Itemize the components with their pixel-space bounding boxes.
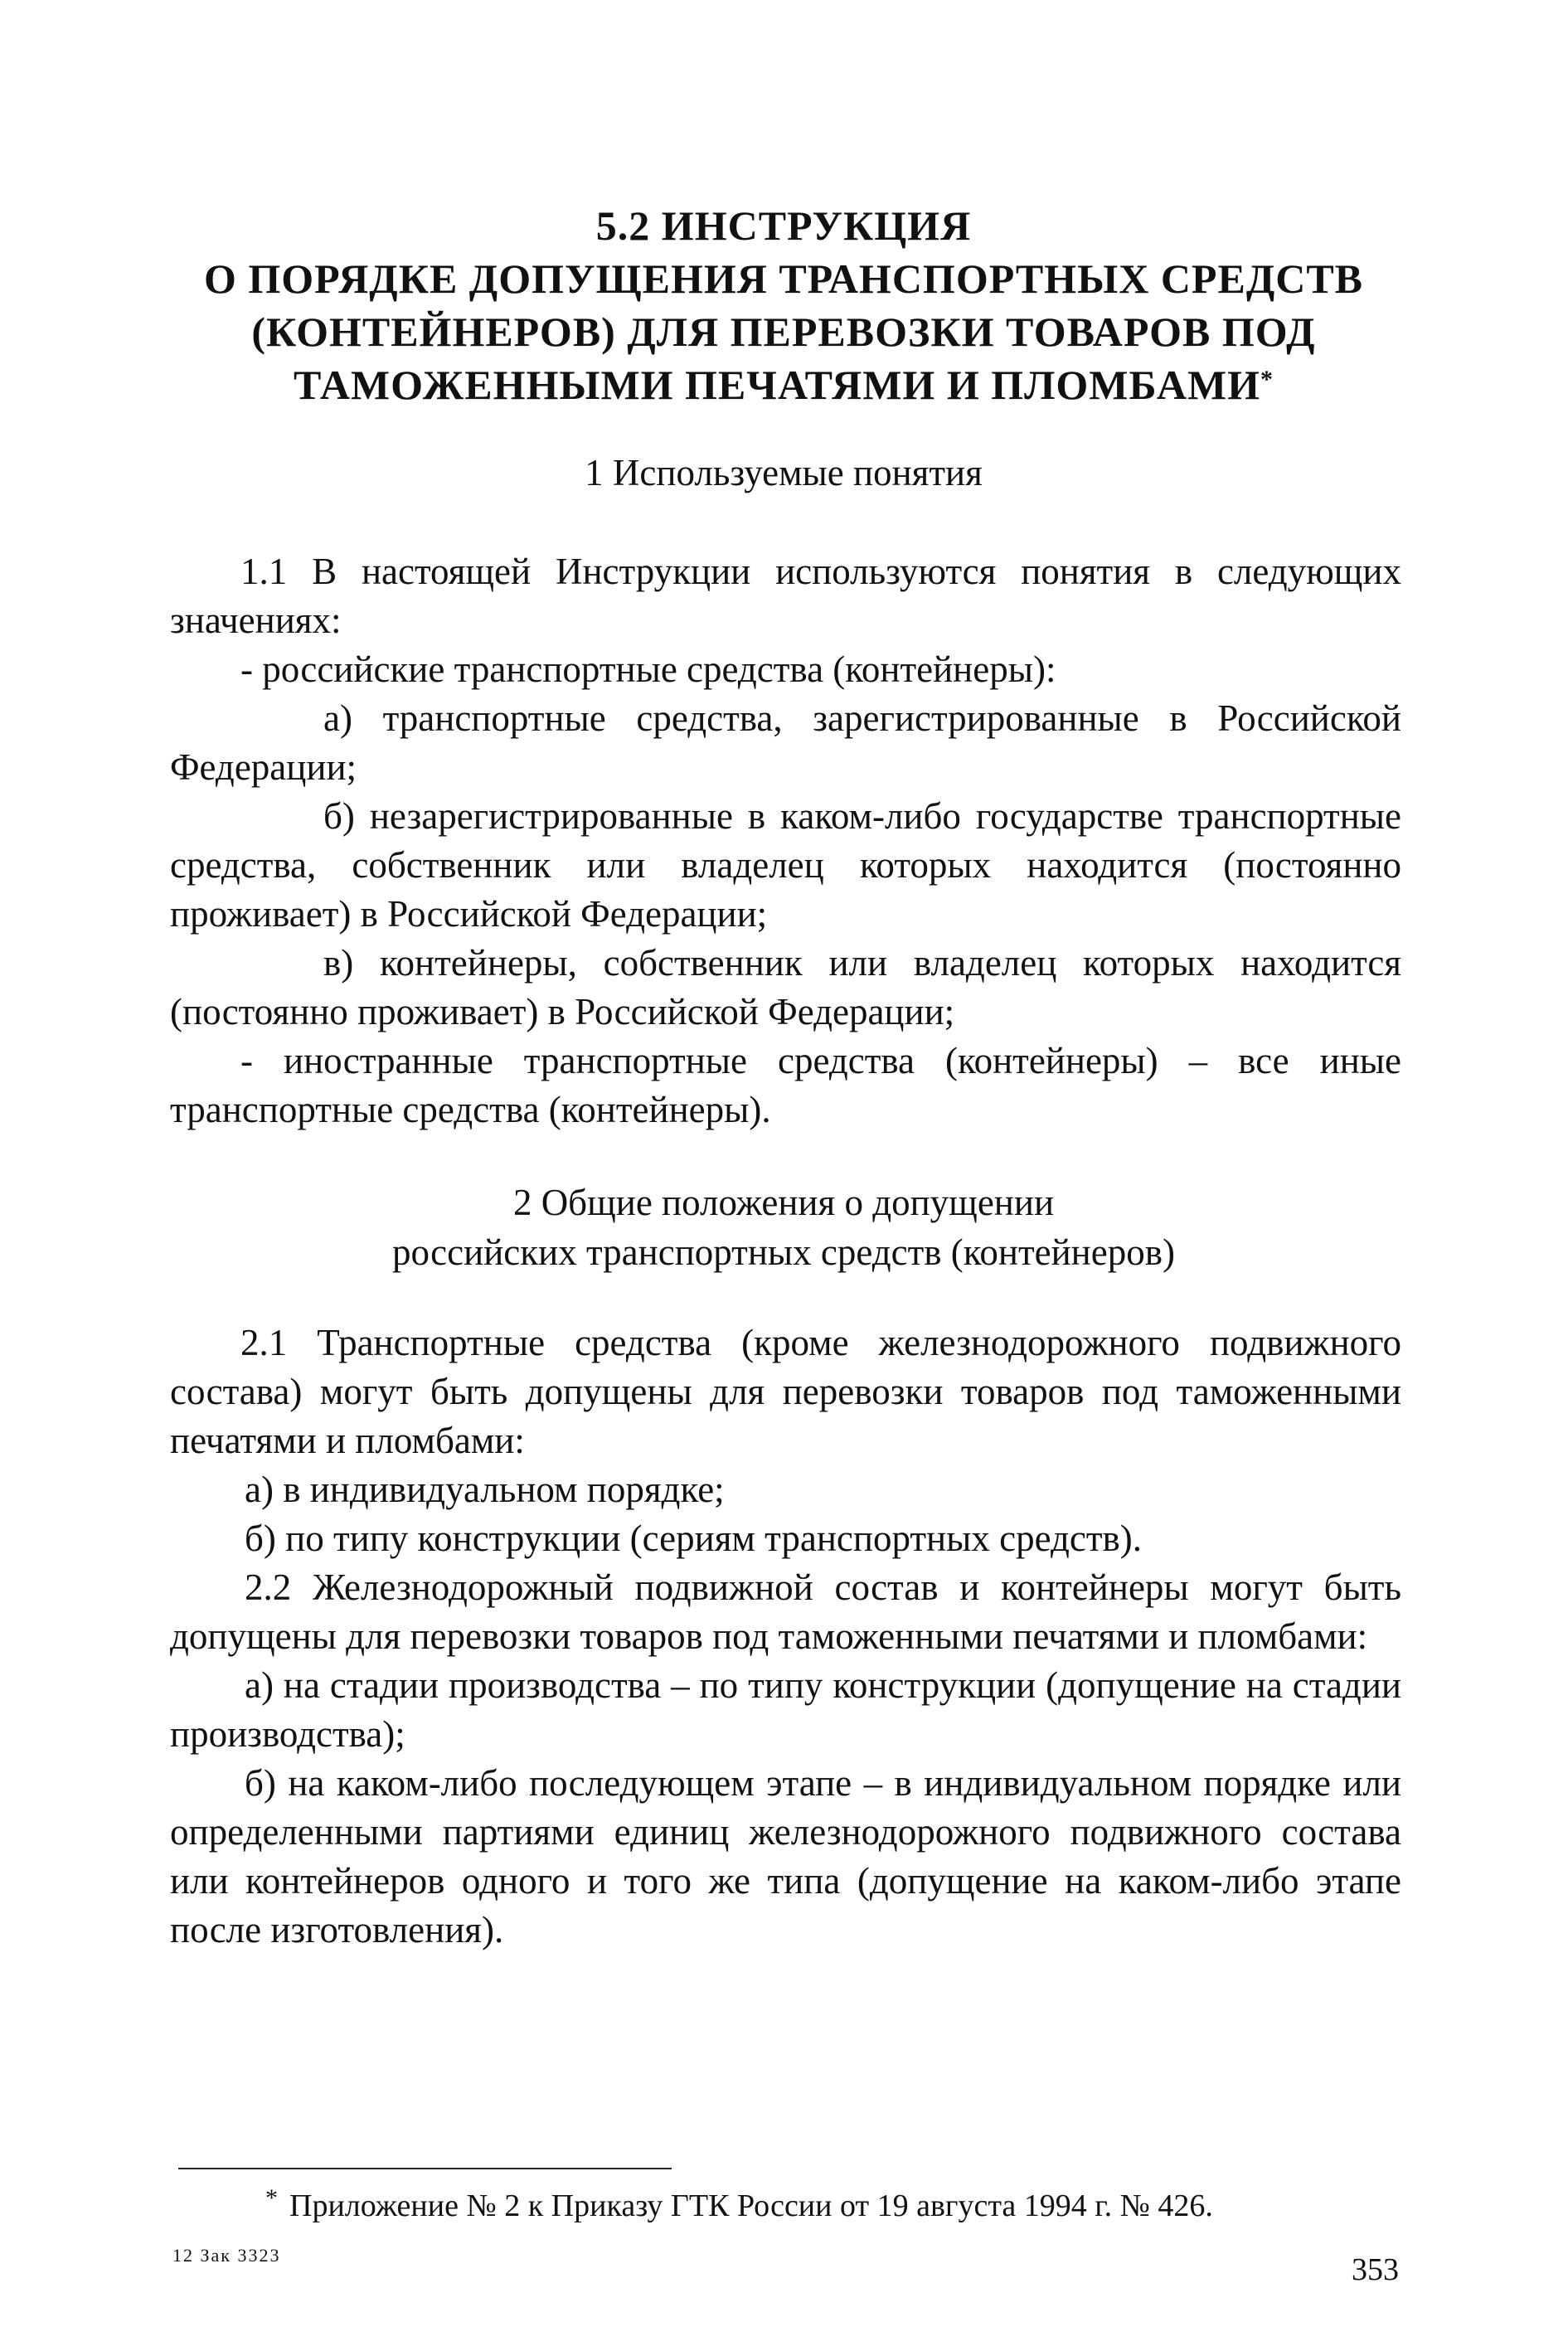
paragraph-2-2: 2.2 Железнодорожный подвижной состав и контейнеры могут быть допущены для перевозки товаров под таможенными печатями и пломбами: bbox=[170, 1567, 1401, 1657]
section-2-body bbox=[170, 1319, 1401, 1955]
title-footnote-mark: * bbox=[1260, 366, 1274, 393]
list-item-2-2-a: а) на стадии производства – по типу конструкции (допущение на стадии производства); bbox=[170, 1664, 1401, 1755]
paragraph-2-1: 2.1 Транспортные средства (кроме железнодорожного подвижного состава) могут быть допущены для перевозки товаров под таможенными печатями и пломбами: bbox=[170, 1322, 1401, 1461]
list-item-2-2-b: б) на каком-либо последующем этапе – в индивидуальном порядке или определенными партиями единиц железнодорожного подвижного состава или контейнеров одного и того же типа (допущение на каком-либо этапе после изготовления). bbox=[170, 1762, 1401, 1950]
section-2-heading-line-1: 2 Общие положения о допущении bbox=[512, 1182, 1055, 1223]
paragraph-1-1: 1.1 В настоящей Инструкции используются понятия в следующих значениях: bbox=[170, 551, 1401, 641]
footnote-mark: * bbox=[265, 2184, 278, 2212]
section-2-heading-line-2: российских транспортных средств (контейнеров) bbox=[392, 1231, 1175, 1273]
print-order-code: 12 Зак 3323 bbox=[172, 2245, 281, 2266]
list-item-a: а) транспортные средства, зарегистрированные в Российской Федерации; bbox=[170, 697, 1401, 788]
title-line-3: (КОНТЕЙНЕРОВ) ДЛЯ ПЕРЕВОЗКИ ТОВАРОВ ПОД bbox=[251, 308, 1316, 355]
page-number: 353 bbox=[1352, 2252, 1399, 2287]
footnote-text: Приложение № 2 к Приказу ГТК России от 19 августа 1994 г. № 426. bbox=[289, 2188, 1213, 2223]
section-1-heading: 1 Используемые понятия bbox=[585, 452, 983, 493]
section-1-body bbox=[170, 547, 1401, 1134]
footnote-divider bbox=[178, 2168, 672, 2169]
dash-item-russian: - российские транспортные средства (контейнеры): bbox=[240, 648, 1056, 690]
title-line-4-text: ТАМОЖЕННЫМИ ПЕЧАТЯМИ И ПЛОМБАМИ bbox=[293, 362, 1261, 408]
section-2-heading bbox=[166, 1178, 1401, 1277]
footnote bbox=[265, 2186, 1213, 2228]
list-item-2-1-b: б) по типу конструкции (сериям транспортных средств). bbox=[245, 1518, 1142, 1559]
list-item-2-1-a: а) в индивидуальном порядке; bbox=[245, 1469, 725, 1510]
document-title bbox=[166, 199, 1401, 418]
list-item-b: б) незарегистрированные в каком-либо государстве транспортные средства, собственник или владелец которых находится (постоянно проживает) в Российской Федерации; bbox=[170, 795, 1401, 935]
dash-item-foreign: - иностранные транспортные средства (контейнеры) – все иные транспортные средства (контейнеры). bbox=[170, 1040, 1401, 1130]
title-line-4 bbox=[166, 358, 1401, 418]
title-line-1: 5.2 ИНСТРУКЦИЯ bbox=[595, 202, 972, 249]
list-item-v: в) контейнеры, собственник или владелец которых находится (постоянно проживает) в Российской Федерации; bbox=[170, 942, 1401, 1032]
title-line-2: О ПОРЯДКЕ ДОПУЩЕНИЯ ТРАНСПОРТНЫХ СРЕДСТВ bbox=[203, 255, 1364, 302]
